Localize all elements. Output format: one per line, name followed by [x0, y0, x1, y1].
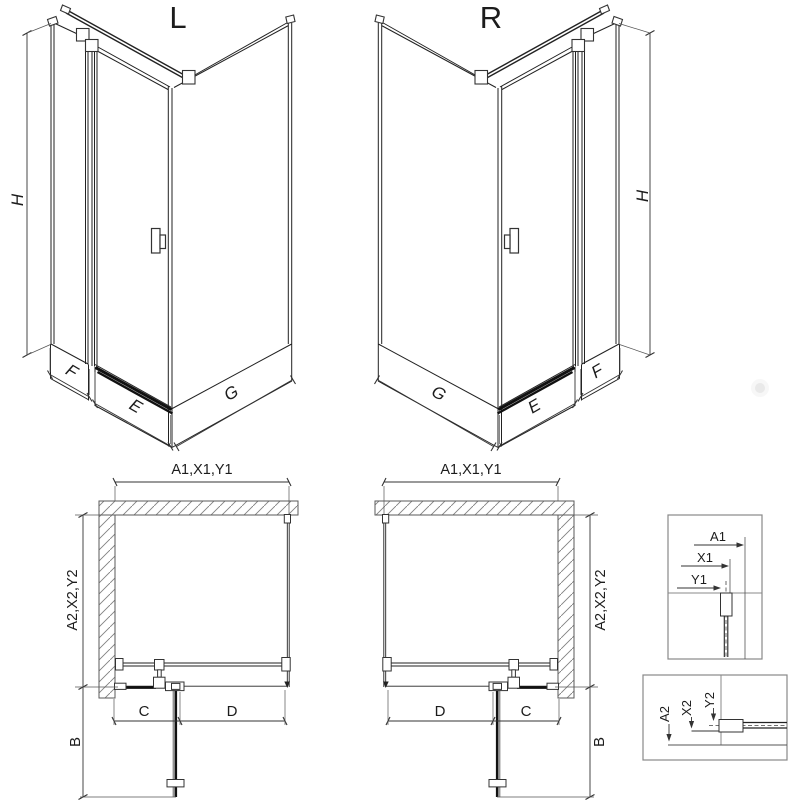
- plan-right-dim-b: B: [591, 736, 608, 748]
- detail-top-label-x1: X1: [697, 550, 713, 565]
- dim-label-height-right: H: [633, 189, 652, 203]
- plan-left-top-dim: A1,X1,Y1: [171, 462, 233, 478]
- iso-view-left: [8, 0, 296, 451]
- plan-right-top-dim: A1,X1,Y1: [440, 462, 502, 478]
- variant-label-right: R: [479, 0, 503, 35]
- detail-top-label-y1: Y1: [691, 572, 707, 587]
- plan-left-dim-d: D: [226, 703, 238, 720]
- wall-hatched-left-plan: [99, 501, 298, 698]
- detail-box-top: [668, 515, 762, 659]
- detail-bottom-label-x2: X2: [679, 700, 694, 716]
- detail-top-label-a1: A1: [710, 529, 726, 544]
- plan-view-left: [65, 462, 298, 800]
- plan-view-right: [375, 462, 609, 800]
- dim-label-g-left: G: [220, 381, 242, 405]
- plan-left-dim-b: B: [67, 736, 84, 748]
- plan-left-side-dim: A2,X2,Y2: [65, 569, 81, 631]
- dim-label-f-right: F: [588, 360, 607, 383]
- iso-view-right: [375, 0, 655, 451]
- variant-label-left: L: [169, 0, 187, 35]
- detail-bottom-label-a2: A2: [657, 706, 672, 722]
- plan-right-dim-c: C: [520, 703, 532, 720]
- dim-label-g-right: G: [428, 381, 450, 405]
- detail-bottom-label-y2: Y2: [702, 692, 717, 708]
- dim-label-e-right: E: [524, 395, 544, 418]
- detail-box-bottom: [643, 675, 787, 760]
- plan-right-side-dim: A2,X2,Y2: [593, 569, 609, 631]
- dim-label-e-left: E: [126, 395, 146, 418]
- wall-hatched-right-plan: [375, 501, 574, 698]
- plan-right-dim-d: D: [434, 703, 446, 720]
- watermark-dot: [751, 379, 769, 397]
- dim-label-height-left: H: [8, 193, 27, 207]
- dim-label-f-left: F: [62, 360, 81, 383]
- plan-left-dim-c: C: [138, 703, 150, 720]
